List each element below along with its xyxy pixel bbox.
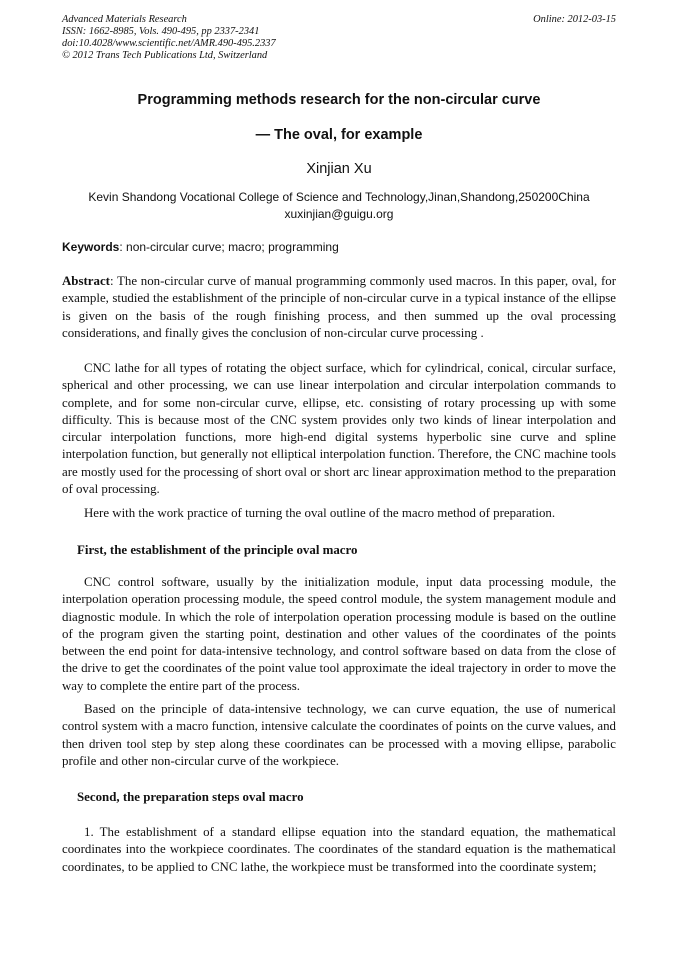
online-date: Online: 2012-03-15 <box>533 14 616 25</box>
keywords-label: Keywords <box>62 240 120 254</box>
page-header <box>62 14 616 62</box>
section-heading-2: Second, the preparation steps oval macro <box>77 790 304 804</box>
abstract-text: : The non-circular curve of manual programming commonly used macros. In this paper, oval, for example, studied the establishment of the principle of non-circular curve in a typical instance of the ellipse is given on the basis of the rough finishing process, and then summed up the oval processing considerations, and finally gives the conclusion of non-circular curve processing . <box>62 274 616 340</box>
copyright-line: © 2012 Trans Tech Publications Ltd, Switzerland <box>62 50 268 61</box>
abstract-paragraph <box>62 273 616 342</box>
section-heading-1: First, the establishment of the principle oval macro <box>77 543 358 557</box>
author-email[interactable]: xuxinjian@guigu.org <box>284 207 394 221</box>
journal-name: Advanced Materials Research <box>62 14 187 25</box>
body-paragraph-2: Here with the work practice of turning the oval outline of the macro method of preparation. <box>84 506 556 520</box>
body-paragraph-5: 1. The establishment of a standard ellipse equation into the standard equation, the mathematical coordinates into the workpiece coordinates. The coordinates of the standard equation is the mathematical coordinates, to be applied to CNC lathe, the workpiece must be transformed into the coordinate system; <box>62 825 616 874</box>
keywords-line <box>62 240 616 254</box>
abstract-label: Abstract <box>62 274 110 288</box>
doi-line[interactable]: doi:10.4028/www.scientific.net/AMR.490-495.2337 <box>62 38 276 49</box>
affiliation-block <box>62 189 616 223</box>
body-paragraph-1: CNC lathe for all types of rotating the object surface, which for cylindrical, conical, circular surface, spherical and other processing, we can use linear interpolation and circular interpolation commands to complete, and for some non-circular curve, ellipse, etc. consisting of rotary processing up with some difficulty. This is because most of the CNC system provides only two kinds of linear interpolation and circular interpolation functions, more high-end digital systems hyperbolic sine curve and spline interpolation function, but generally not elliptical interpolation function. Therefore, the CNC machine tools are mostly used for the processing of short oval or short arc linear approximation method to the preparation of oval processing. <box>62 361 616 497</box>
issn-line: ISSN: 1662-8985, Vols. 490-495, pp 2337-2341 <box>62 26 260 37</box>
body-paragraph-3: CNC control software, usually by the initialization module, input data processing module, the interpolation operation processing module, the speed control module, the system management module and diagnostic module. In which the role of interpolation operation processing module is based on the outline of the program given the starting point, destination and other values of the coordinates of the points between the end point for data-intensive technology, and control software based on data from the close of the drive to get the coordinates of the point value tool approximate the ideal trajectory in order to move the way to complete the entire part of the process. <box>62 575 616 693</box>
keywords-text: : non-circular curve; macro; programming <box>119 240 339 254</box>
body-paragraph-4: Based on the principle of data-intensive technology, we can curve equation, the use of numerical control system with a macro function, intensive calculate the coordinates of points on the curve values, and then driven tool step by step along these coordinates can be processed with a moving ellipse, parabolic profile and other non-circular curve of the workpiece. <box>62 702 616 768</box>
affiliation: Kevin Shandong Vocational College of Science and Technology,Jinan,Shandong,250200China <box>88 190 590 204</box>
paper-title: Programming methods research for the non-circular curve <box>137 92 541 108</box>
paper-subtitle: — The oval, for example <box>255 127 423 143</box>
author-name: Xinjian Xu <box>306 161 372 177</box>
